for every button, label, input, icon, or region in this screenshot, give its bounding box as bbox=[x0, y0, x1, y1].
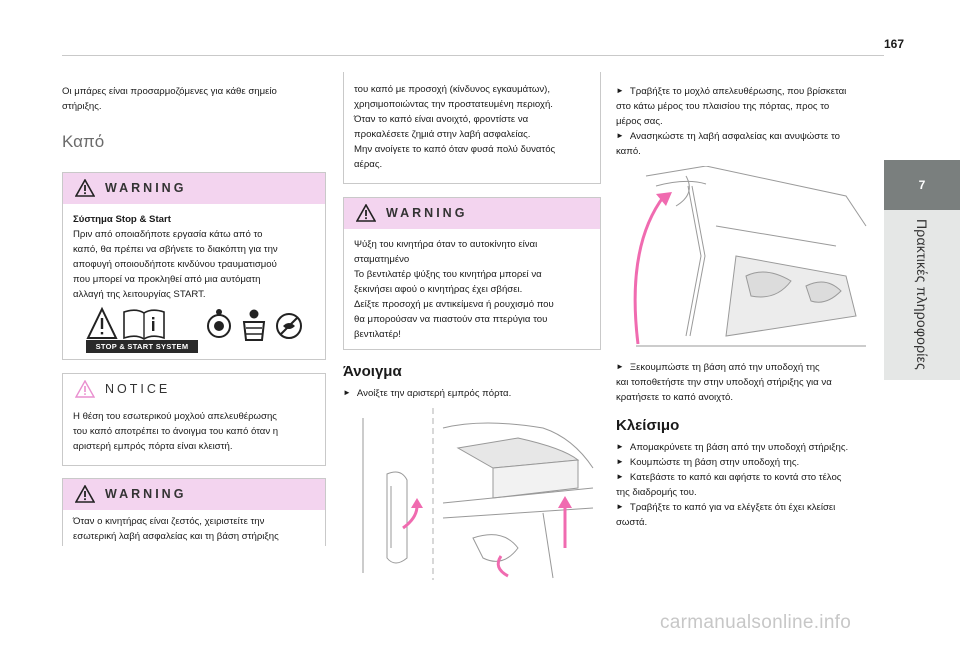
warning-line: Ψύξη του κινητήρα όταν το αυτοκίνητο είναι bbox=[354, 239, 538, 250]
warning-title: WARNING bbox=[105, 487, 187, 501]
warning-line: Όταν ο κινητήρας είναι ζεστός, χειριστείτε την bbox=[73, 516, 265, 527]
warning-line: χρησιμοποιώντας την προστατευμένη περιοχή. bbox=[354, 99, 553, 110]
chapter-title: Πρακτικές πληροφορίες bbox=[914, 219, 930, 371]
chapter-tab-label bbox=[884, 210, 960, 380]
warning-line: Το βεντιλατέρ ψύξης του κινητήρα μπορεί να bbox=[354, 269, 542, 280]
warning-header bbox=[63, 173, 325, 204]
step-line: της διαδρομής του. bbox=[616, 487, 697, 498]
warning-header bbox=[63, 479, 325, 510]
warning-box-fan bbox=[343, 197, 601, 350]
col3-steps-mid bbox=[616, 360, 884, 405]
notice-header bbox=[63, 374, 325, 405]
fan-belt-icon bbox=[208, 309, 230, 337]
watermark: carmanualsonline.info bbox=[660, 612, 852, 633]
step-line: ► Ανασηκώστε τη λαβή ασφαλείας και ανυψώστε το bbox=[616, 129, 884, 144]
notice-title: NOTICE bbox=[105, 382, 171, 396]
step-line: ► Τραβήξτε το μοχλό απελευθέρωσης, που βρίσκεται bbox=[616, 84, 884, 99]
warning-heading: Σύστημα Stop & Start bbox=[73, 214, 171, 225]
step-line: σωστά. bbox=[616, 517, 648, 528]
chapter-tab-number: 7 bbox=[884, 160, 960, 210]
warning-line: καπό, θα πρέπει να σβήνετε το διακόπτη για την bbox=[73, 244, 278, 255]
hood-release-illustration bbox=[343, 408, 601, 580]
step-line: στο κάτω μέρος του πλαισίου της πόρτας, προς το bbox=[616, 101, 830, 112]
warning-line: σταματημένο bbox=[354, 254, 410, 265]
top-rule bbox=[62, 55, 884, 56]
warning-line: εσωτερική λαβή ασφαλείας και τη βάση στήριξης bbox=[73, 531, 279, 542]
no-hand-icon bbox=[277, 314, 301, 338]
notice-triangle-icon bbox=[75, 380, 95, 398]
step-line: μέρος σας. bbox=[616, 116, 663, 127]
warning-triangle-icon bbox=[75, 179, 95, 197]
warning-line: Μην ανοίγετε το καπό όταν φυσά πολύ δυνατός bbox=[354, 144, 556, 155]
page-number: 167 bbox=[884, 37, 905, 51]
warning-triangle-icon bbox=[356, 204, 376, 222]
stop-start-icons bbox=[86, 306, 306, 342]
warning-line: ξεκινήσει αφού ο κινητήρας έχει σβήσει. bbox=[354, 284, 523, 295]
opening-title: Άνοιγμα bbox=[343, 363, 402, 380]
warning-continued bbox=[343, 72, 601, 184]
step-line: και τοποθετήστε την στην υποδοχή στήριξης για να bbox=[616, 377, 832, 388]
step-line: ► Ξεκουμπώστε τη βάση από την υποδοχή της bbox=[616, 360, 884, 375]
intro-line: στήριξης. bbox=[62, 101, 102, 112]
hand-caution-icon bbox=[244, 310, 264, 341]
warning-title: WARNING bbox=[105, 181, 187, 195]
warning-line: του καπό με προσοχή (κίνδυνος εγκαυμάτων), bbox=[354, 84, 551, 95]
warning-line: Πριν από οποιαδήποτε εργασία κάτω από το bbox=[73, 229, 263, 240]
notice-line: αριστερή εμπρός πόρτα είναι κλειστή. bbox=[73, 441, 233, 452]
warning-title: WARNING bbox=[386, 206, 468, 220]
warning-line: αλλαγή της λειτουργίας START. bbox=[73, 289, 206, 300]
step-line: ► Ανοίξτε την αριστερή εμπρός πόρτα. bbox=[343, 386, 601, 401]
col3-steps-top bbox=[616, 84, 884, 159]
warning-header bbox=[344, 198, 600, 229]
warning-line: αποφυγή οποιουδήποτε κινδύνου τραυματισμού bbox=[73, 259, 277, 270]
notice-line: Η θέση του εσωτερικού μοχλού απελευθέρωσης bbox=[73, 411, 277, 422]
step-line: ► Τραβήξτε το καπό για να ελέγξετε ότι έχει κλείσει bbox=[616, 500, 884, 515]
step-line: ► Κατεβάστε το καπό και αφήστε το κοντά στο τέλος bbox=[616, 470, 884, 485]
closing-title: Κλείσιμο bbox=[616, 417, 680, 434]
warning-line: που μπορεί να προκληθεί από μια αυτόματη bbox=[73, 274, 261, 285]
stop-start-system-label: STOP & START SYSTEM bbox=[86, 340, 198, 353]
warning-line: βεντιλατέρ! bbox=[354, 329, 401, 340]
warning-triangle-icon bbox=[88, 309, 116, 338]
step-line: καπό. bbox=[616, 146, 641, 157]
section-title-hood: Καπό bbox=[62, 132, 105, 151]
warning-triangle-icon bbox=[75, 485, 95, 503]
warning-line: Δείξτε προσοχή με αντικείμενα ή ρουχισμό που bbox=[354, 299, 554, 310]
notice-box bbox=[62, 373, 326, 466]
notice-line: του καπό αποτρέπει το άνοιγμα του καπό όταν η bbox=[73, 426, 279, 437]
opening-steps bbox=[343, 386, 601, 401]
step-line: ► Κουμπώστε τη βάση στην υποδοχή της. bbox=[616, 455, 884, 470]
col1-intro bbox=[62, 84, 327, 114]
warning-box-hot-engine bbox=[62, 478, 326, 546]
warning-line: Όταν το καπό είναι ανοιχτό, φροντίστε να bbox=[354, 114, 529, 125]
step-line: ► Απομακρύνετε τη βάση από την υποδοχή στήριξης. bbox=[616, 440, 884, 455]
manual-book-icon bbox=[124, 310, 164, 339]
col3-closing-steps bbox=[616, 440, 884, 530]
warning-line: θα μπορούσαν να πιαστούν στα πτερύγια του bbox=[354, 314, 548, 325]
hood-prop-illustration bbox=[616, 166, 878, 356]
step-line: κρατήσετε το καπό ανοιχτό. bbox=[616, 392, 733, 403]
warning-line: προκαλέσετε ζημιά στην λαβή ασφαλείας. bbox=[354, 129, 531, 140]
intro-line: Οι μπάρες είναι προσαρμοζόμενες για κάθε σημείο bbox=[62, 86, 277, 97]
warning-line: αέρας. bbox=[354, 159, 383, 170]
